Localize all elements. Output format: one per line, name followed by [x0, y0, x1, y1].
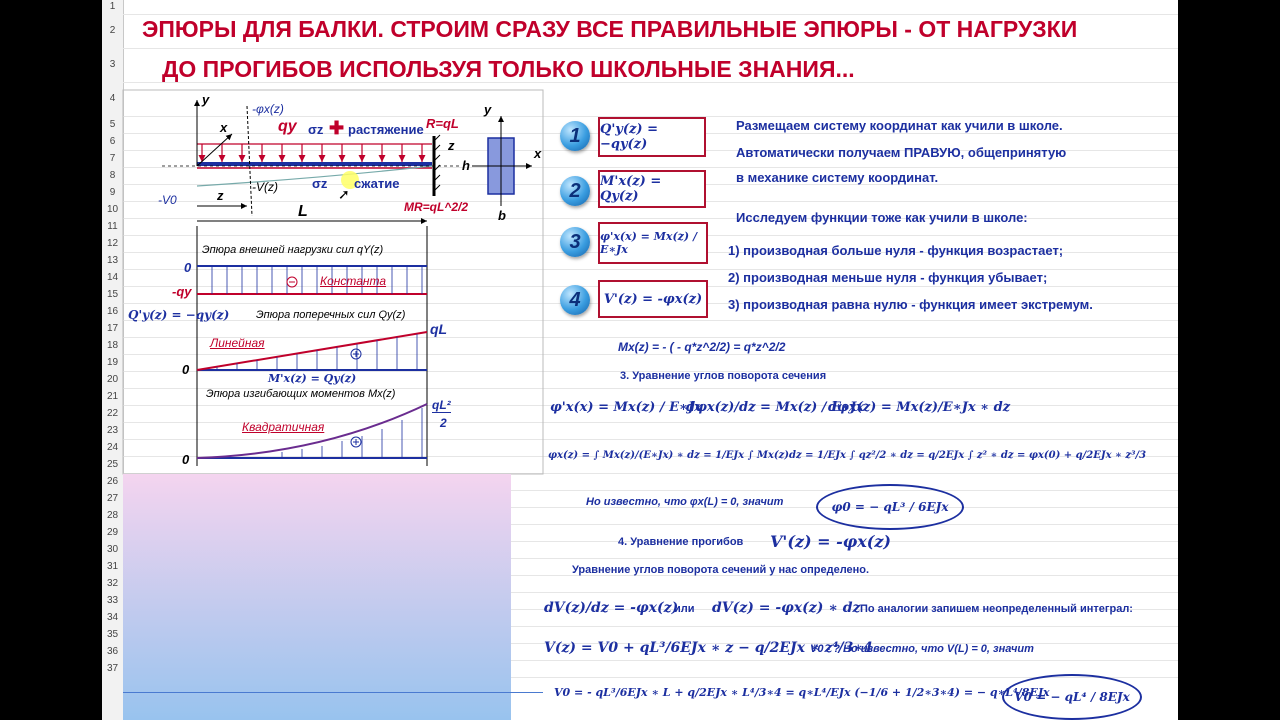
row-number[interactable]: 8	[109, 169, 116, 181]
shear-formula-label: Q'y(z) = −qy(z)	[128, 308, 230, 322]
row-number[interactable]: 20	[106, 373, 119, 385]
load-diagram-title: Эпюра внешней нагрузки сил qY(z)	[202, 244, 384, 256]
eq-3c: dφx(z) = Mx(z)/E∗Jx ∗ dz	[828, 400, 1011, 415]
tension-label: растяжение	[348, 122, 424, 137]
eq-4d: V0 = - qL³/6EJx ∗ L + q/2EJx ∗ L⁴/3∗4 = q∗L⁴/EJx (−1/6 + 1/2∗3∗4) = − q∗L⁴/8EJx	[554, 686, 1050, 699]
shear-linear-label: Линейная	[210, 336, 265, 350]
section-y-label: y	[484, 102, 492, 117]
plus-icon: ✚	[329, 118, 345, 138]
row-number[interactable]: 37	[106, 662, 119, 674]
eq-4b: dV(z) = -φx(z) ∗ dz	[712, 600, 861, 616]
shear-max-label: qL	[430, 321, 448, 337]
row-number[interactable]: 2	[109, 25, 116, 36]
row-number[interactable]: 26	[106, 475, 119, 487]
page-title-line-2: ДО ПРОГИБОВ ИСПОЛЬЗУЯ ТОЛЬКО ШКОЛЬНЫЕ ЗНАНИЯ...	[162, 56, 855, 82]
row-number[interactable]: 24	[106, 441, 119, 453]
spreadsheet-sheet	[102, 0, 1178, 720]
section-h-label: h	[462, 158, 470, 173]
step-3-badge: 3	[560, 227, 590, 257]
row-number[interactable]: 13	[106, 254, 119, 266]
row-number[interactable]: 31	[106, 560, 119, 572]
row-number[interactable]: 27	[106, 492, 119, 504]
load-constant-label: Константа	[320, 274, 387, 288]
v0-result: V0 = − qL⁴ / 8EJx	[1014, 690, 1130, 704]
moment-zero-label: 0	[182, 452, 190, 467]
qy-label: qy	[278, 118, 297, 135]
row-number[interactable]: 35	[106, 628, 119, 640]
row-number[interactable]: 32	[106, 577, 119, 589]
text-b2: 2) производная меньше нуля - функция убывает;	[728, 270, 1048, 285]
text-p1: Размещаем систему координат как учили в школе.	[736, 118, 1063, 133]
row-number[interactable]: 25	[106, 458, 119, 470]
load-zero-label: 0	[184, 260, 192, 275]
row-gridline	[123, 48, 1178, 49]
row-number[interactable]: 28	[106, 509, 119, 521]
v0-ellipse	[1002, 674, 1142, 720]
row-number[interactable]: 10	[106, 203, 119, 215]
row-number[interactable]: 3	[109, 59, 116, 70]
l-dimension-label: L	[298, 203, 308, 220]
section-3-title: 3. Уравнение углов поворота сечения	[620, 370, 827, 382]
row-number[interactable]: 33	[106, 594, 119, 606]
text-b1: 1) производная больше нуля - функция возрастает;	[728, 243, 1064, 258]
step-2-badge: 2	[560, 176, 590, 206]
v-label: -V(z)	[252, 180, 278, 194]
text-p3: в механике систему координат.	[736, 170, 939, 185]
row-gridline	[123, 14, 1178, 15]
known-phi-note: Но известно, что φx(L) = 0, значит	[586, 496, 784, 508]
compression-label: сжатие	[354, 176, 400, 191]
phi-label: -φx(z)	[252, 102, 284, 116]
selection-line	[123, 692, 543, 693]
row-number[interactable]: 18	[106, 339, 119, 351]
row-number[interactable]: 1	[109, 1, 116, 12]
moment-diagram-title: Эпюра изгибающих моментов Mx(z)	[206, 388, 396, 400]
phi0-result: φ0 = − qL³ / 6EJx	[831, 500, 949, 514]
shear-zero-label: 0	[182, 362, 190, 377]
load-neg-label: -qy	[172, 284, 192, 299]
or-word: или	[674, 603, 695, 615]
text-b3: 3) производная равна нулю - функция имеет экстремум.	[728, 297, 1093, 312]
beam-x-axis-label: x	[220, 120, 228, 135]
row-number[interactable]: 16	[106, 305, 119, 317]
step-4-badge: 4	[560, 285, 590, 315]
row-number[interactable]: 6	[109, 135, 116, 147]
page-title-line-1: ЭПЮРЫ ДЛЯ БАЛКИ. СТРОИМ СРАЗУ ВСЕ ПРАВИЛЬНЫЕ ЭПЮРЫ - ОТ НАГРУЗКИ	[142, 16, 1078, 42]
v0-label: -V0	[158, 193, 177, 207]
row-number[interactable]: 9	[109, 186, 116, 198]
analogy-note: По аналогии запишем неопределенный интеграл:	[860, 603, 1133, 615]
beam-y-axis-label: y	[202, 92, 210, 107]
row-number[interactable]: 19	[106, 356, 119, 368]
row-number[interactable]: 4	[109, 93, 116, 104]
moment-max-num: qL²	[432, 398, 451, 412]
row-number[interactable]: 23	[106, 424, 119, 436]
row-number[interactable]: 30	[106, 543, 119, 555]
gradient-shape	[123, 474, 511, 720]
eq-3d: φx(z) = ∫ Mx(z)/(E∗Jx) ∗ dz = 1/EJx ∫ Mx(z)dz = 1/EJx ∫ qz²/2 ∗ dz = q/2EJx ∫ z² ∗ dz = φx(0) + q/2EJx ∗ z³/3	[548, 450, 1147, 461]
section-b-label: b	[498, 208, 506, 223]
phi0-ellipse	[816, 484, 964, 530]
mouse-cursor-icon: ➚	[338, 186, 350, 202]
reaction-label: R=qL	[426, 116, 459, 131]
row-number[interactable]: 36	[106, 645, 119, 657]
row-number[interactable]: 11	[107, 220, 118, 232]
row-number[interactable]: 17	[106, 322, 119, 334]
row-number[interactable]: 22	[106, 407, 119, 419]
sigma-compression-label: σz	[312, 176, 328, 191]
v0-note: V0 - ? Но известно, что V(L) = 0, значит	[810, 643, 1034, 655]
z-dimension-label: z	[217, 188, 224, 203]
section-x-label: x	[534, 146, 542, 161]
moment-quadratic-label: Квадратичная	[242, 420, 325, 434]
eq-3b: dφx(z)/dz = Mx(z) / E∗Jx	[686, 400, 864, 415]
section-4-eq: V'(z) = -φx(z)	[770, 532, 891, 551]
relation-1-box: Q'y(z) = −qy(z)	[598, 117, 706, 157]
moment-max-den: 2	[440, 416, 447, 430]
relation-2-box: M'x(z) = Qy(z)	[598, 170, 706, 208]
row-number[interactable]: 34	[106, 611, 119, 623]
text-p4: Исследуем функции тоже как учили в школе:	[736, 210, 1028, 225]
section-4-title: 4. Уравнение прогибов	[618, 536, 744, 548]
mx-equation: Mx(z) = - ( - q*z^2/2) = q*z^2/2	[618, 340, 786, 354]
step-1-badge: 1	[560, 121, 590, 151]
eq-4a: dV(z)/dz = -φx(z)	[544, 600, 679, 616]
shear-diagram-title: Эпюра поперечных сил Qy(z)	[256, 309, 406, 321]
moment-reaction-label: MR=qL^2/2	[404, 200, 469, 214]
row-number[interactable]: 15	[106, 288, 119, 300]
defined-note: Уравнение углов поворота сечений у нас определено.	[572, 564, 870, 576]
text-p2: Автоматически получаем ПРАВУЮ, общепринятую	[736, 145, 1067, 160]
sigma-tension-label: σz	[308, 122, 324, 137]
row-number[interactable]: 5	[109, 118, 116, 130]
row-number[interactable]: 7	[109, 152, 116, 164]
eq-4c: V(z) = V0 + qL³/6EJx ∗ z − q/2EJx ∗ z⁴/3∗4	[544, 640, 873, 656]
row-number[interactable]: 12	[106, 237, 119, 249]
row-number[interactable]: 14	[106, 271, 119, 283]
row-number[interactable]: 21	[106, 390, 119, 402]
eq-3a: φ'x(x) = Mx(z) / E∗Jx	[550, 400, 702, 415]
relation-3-box: φ'x(x) = Mx(z) / E∗Jx	[598, 222, 708, 264]
moment-formula-label: M'x(z) = Qy(z)	[268, 372, 357, 385]
beam-z-axis-label: z	[448, 138, 455, 153]
row-number[interactable]: 29	[106, 526, 119, 538]
relation-4-box: V'(z) = -φx(z)	[598, 280, 708, 318]
